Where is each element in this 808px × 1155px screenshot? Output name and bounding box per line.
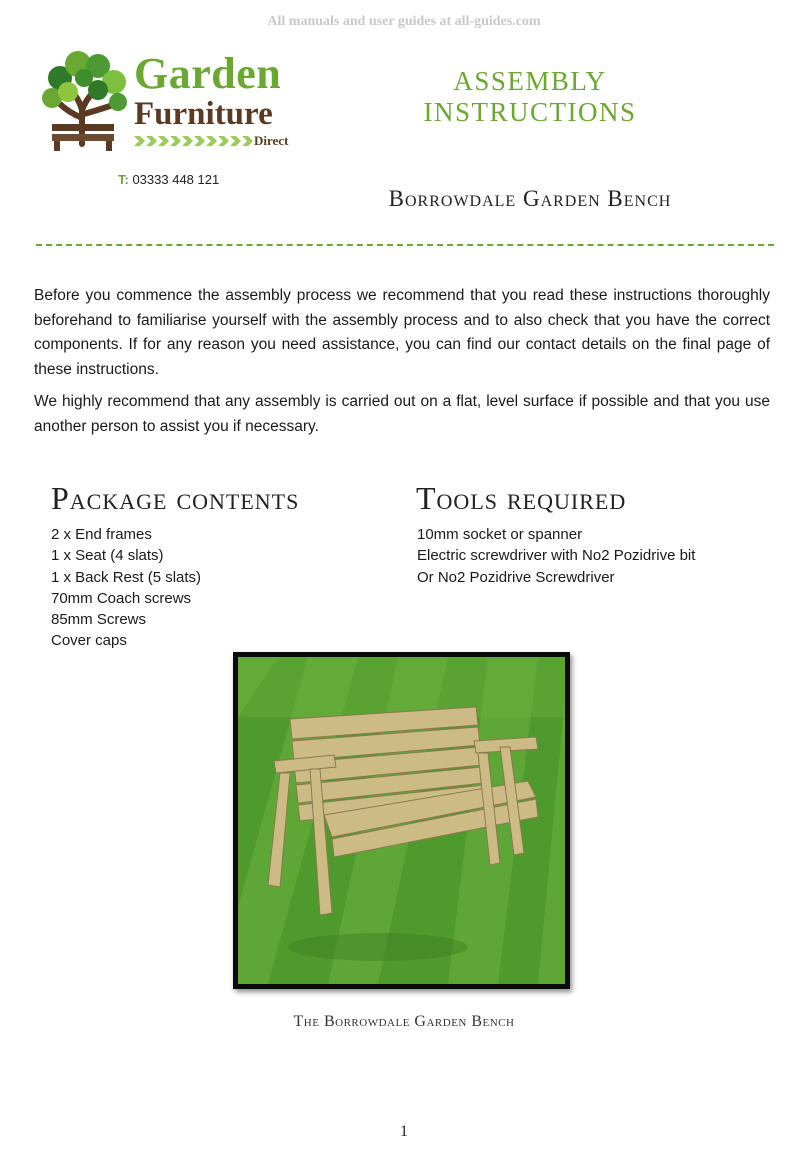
logo-garden-text: Garden	[134, 49, 282, 98]
phone-number: 03333 448 121	[128, 172, 220, 187]
package-contents-list	[51, 524, 201, 652]
list-item: 70mm Coach screws	[51, 589, 192, 607]
intro-paragraph: Before you commence the assembly process we recommend that you read these instructions thoroughly beforehand to familiarise yourself with the assembly process and to also check that you have the correct components. If for any reason you need assistance, you can find our contact details on the final page of these instructions.	[34, 287, 770, 378]
company-logo	[38, 48, 308, 158]
logo-direct-text: Direct	[254, 133, 289, 148]
list-item: 1 x Seat (4 slats)	[51, 547, 164, 565]
list-item: 1 x Back Rest (5 slats)	[51, 568, 202, 586]
list-item: Cover caps	[51, 632, 127, 650]
page-number: 1	[400, 1123, 408, 1140]
watermark: All manuals and user guides at all-guides.com	[267, 14, 541, 29]
list-item: Or No2 Pozidrive Screwdriver	[417, 568, 615, 586]
logo-furniture-text: Furniture	[134, 96, 273, 132]
bench-photo	[233, 652, 570, 989]
intro-paragraph: We highly recommend that any assembly is carried out on a flat, level surface if possible and that you use another person to assist you if necessary.	[34, 393, 770, 435]
list-item: Electric screwdriver with No2 Pozidrive bit	[417, 547, 696, 565]
bench-image	[238, 657, 565, 984]
chevron-arrows-icon	[134, 134, 254, 148]
tree-icon	[38, 48, 134, 154]
document-title: ASSEMBLY INSTRUCTIONS	[423, 66, 637, 127]
tools-required-list	[417, 524, 695, 588]
package-contents-heading: Package contents	[51, 480, 300, 516]
photo-caption: The Borrowdale Garden Bench	[293, 1013, 515, 1030]
header-divider	[36, 244, 774, 246]
tools-required-heading: Tools required	[416, 480, 627, 516]
list-item: 2 x End frames	[51, 526, 152, 543]
product-title: Borrowdale Garden Bench	[388, 186, 672, 211]
phone-label: T:	[118, 172, 129, 187]
phone-contact	[118, 172, 219, 187]
intro-text	[34, 284, 770, 447]
list-item: 85mm Screws	[51, 611, 147, 629]
list-item: 10mm socket or spanner	[417, 526, 583, 543]
